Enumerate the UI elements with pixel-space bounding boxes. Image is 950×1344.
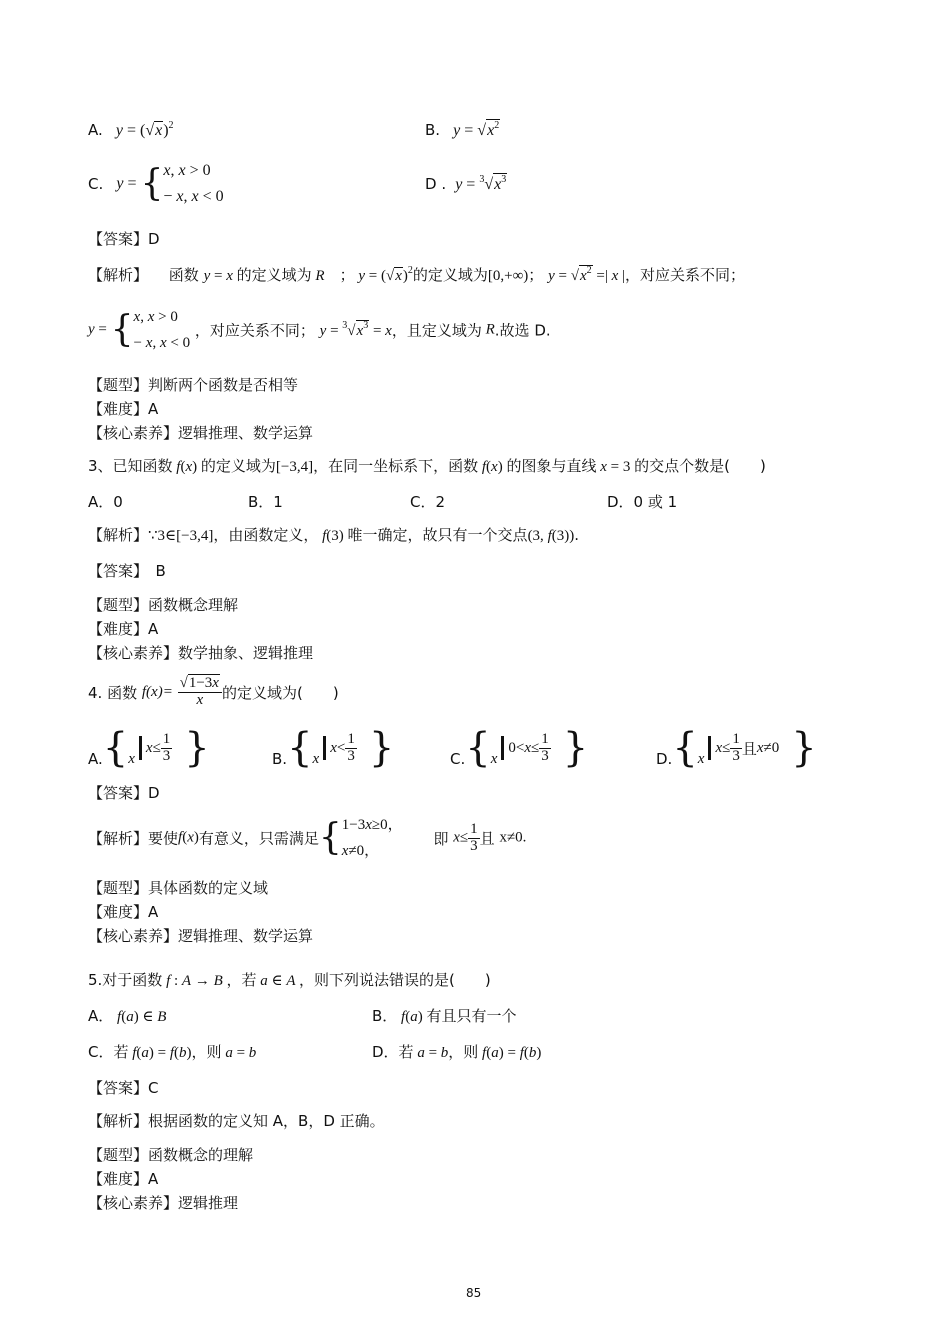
q3-stem: 3、已知函数 f(x) 的定义域为[−3,4]，在同一坐标系下，函数 f(x) 的图象与直线 x = 3 的交点个数是( ) — [88, 457, 766, 475]
q5-type: 【题型】函数概念的理解 — [88, 1146, 254, 1164]
q2-option-c: C. y = {x, x > 0 − x, x < 0 — [88, 162, 224, 205]
q2-analysis-line1: 【解析】 函数 y = x 的定义域为 R ； $y = (√x)^2$的定义域为[0,+∞)； $y = √x^2$ =| x |，对应关系不同； — [88, 265, 746, 284]
q3-core: 【核心素养】数学抽象、逻辑推理 — [88, 644, 314, 662]
q4-option-b: B. { x x < $\frac{1}{3}$ } — [272, 725, 395, 771]
q4-option-d: D. { x x ≤ $\frac{1}{3}$ 且 x ≠0 } — [656, 725, 817, 771]
q5-core: 【核心素养】逻辑推理 — [88, 1194, 239, 1212]
q5-stem: 5.对于函数 f : A → B ，若 a ∈ A ，则下列说法错误的是( ) — [88, 971, 491, 989]
page-number: 85 — [466, 1286, 482, 1300]
q2-core: 【核心素养】逻辑推理、数学运算 — [88, 424, 314, 442]
q2-option-d: D . $y = ^3√x^3$ — [425, 174, 507, 193]
q3-option-c: C．2 — [410, 493, 446, 511]
q4-analysis: 【解析】要使f(x)有意义，只需满足{1−3x≥0， x≠0， 即 x≤ $\frac{1}{3}$ 且 x≠0. — [88, 817, 527, 859]
q2-analysis-line2: y = {x, x > 0 − x, x < 0 ，对应关系不同； $y = ^3√x^3 = x$，且定义域为 R.故选 D. — [88, 309, 551, 351]
q2-answer: 【答案】D — [88, 230, 160, 248]
q5-option-a: A． f(a) ∈ B — [88, 1007, 167, 1025]
q3-answer: 【答案】 B — [88, 562, 166, 580]
q4-stem: 4. 函数 f(x)= $\frac{√1-3x}{x}$ 的定义域为( ) — [88, 675, 339, 708]
q2-difficulty: 【难度】A — [88, 400, 159, 418]
q2-option-b: B. $y = √x^2$ — [425, 120, 500, 139]
q5-analysis: 【解析】根据函数的定义知 A，B，D 正确。 — [88, 1112, 385, 1130]
q4-option-a: A. { x x ≤ $\frac{1}{3}$ } — [88, 725, 210, 771]
q5-answer: 【答案】C — [88, 1079, 159, 1097]
q3-analysis: 【解析】∵3∈[−3,4]，由函数定义， f(3) 唯一确定，故只有一个交点(3, f(3)). — [88, 526, 580, 544]
q4-option-c: C. { x 0< x ≤ $\frac{1}{3}$ } — [450, 725, 589, 771]
q4-type: 【题型】具体函数的定义域 — [88, 879, 269, 897]
q2-type: 【题型】判断两个函数是否相等 — [88, 376, 299, 394]
q4-core: 【核心素养】逻辑推理、数学运算 — [88, 927, 314, 945]
q3-option-a: A．0 — [88, 493, 123, 511]
q5-option-c: C．若 f(a) = f(b)，则 a = b — [88, 1043, 257, 1061]
q3-type: 【题型】函数概念理解 — [88, 596, 239, 614]
q4-difficulty: 【难度】A — [88, 903, 159, 921]
q3-difficulty: 【难度】A — [88, 620, 159, 638]
q5-difficulty: 【难度】A — [88, 1170, 159, 1188]
q2-option-a: A. $y = (√x)^2$ — [88, 120, 174, 139]
q4-answer: 【答案】D — [88, 784, 160, 802]
q3-option-b: B．1 — [248, 493, 283, 511]
q5-option-d: D．若 a = b，则 f(a) = f(b) — [372, 1043, 542, 1061]
q5-option-b: B． f(a) 有且只有一个 — [372, 1007, 517, 1025]
q3-option-d: D．0 或 1 — [607, 493, 678, 511]
